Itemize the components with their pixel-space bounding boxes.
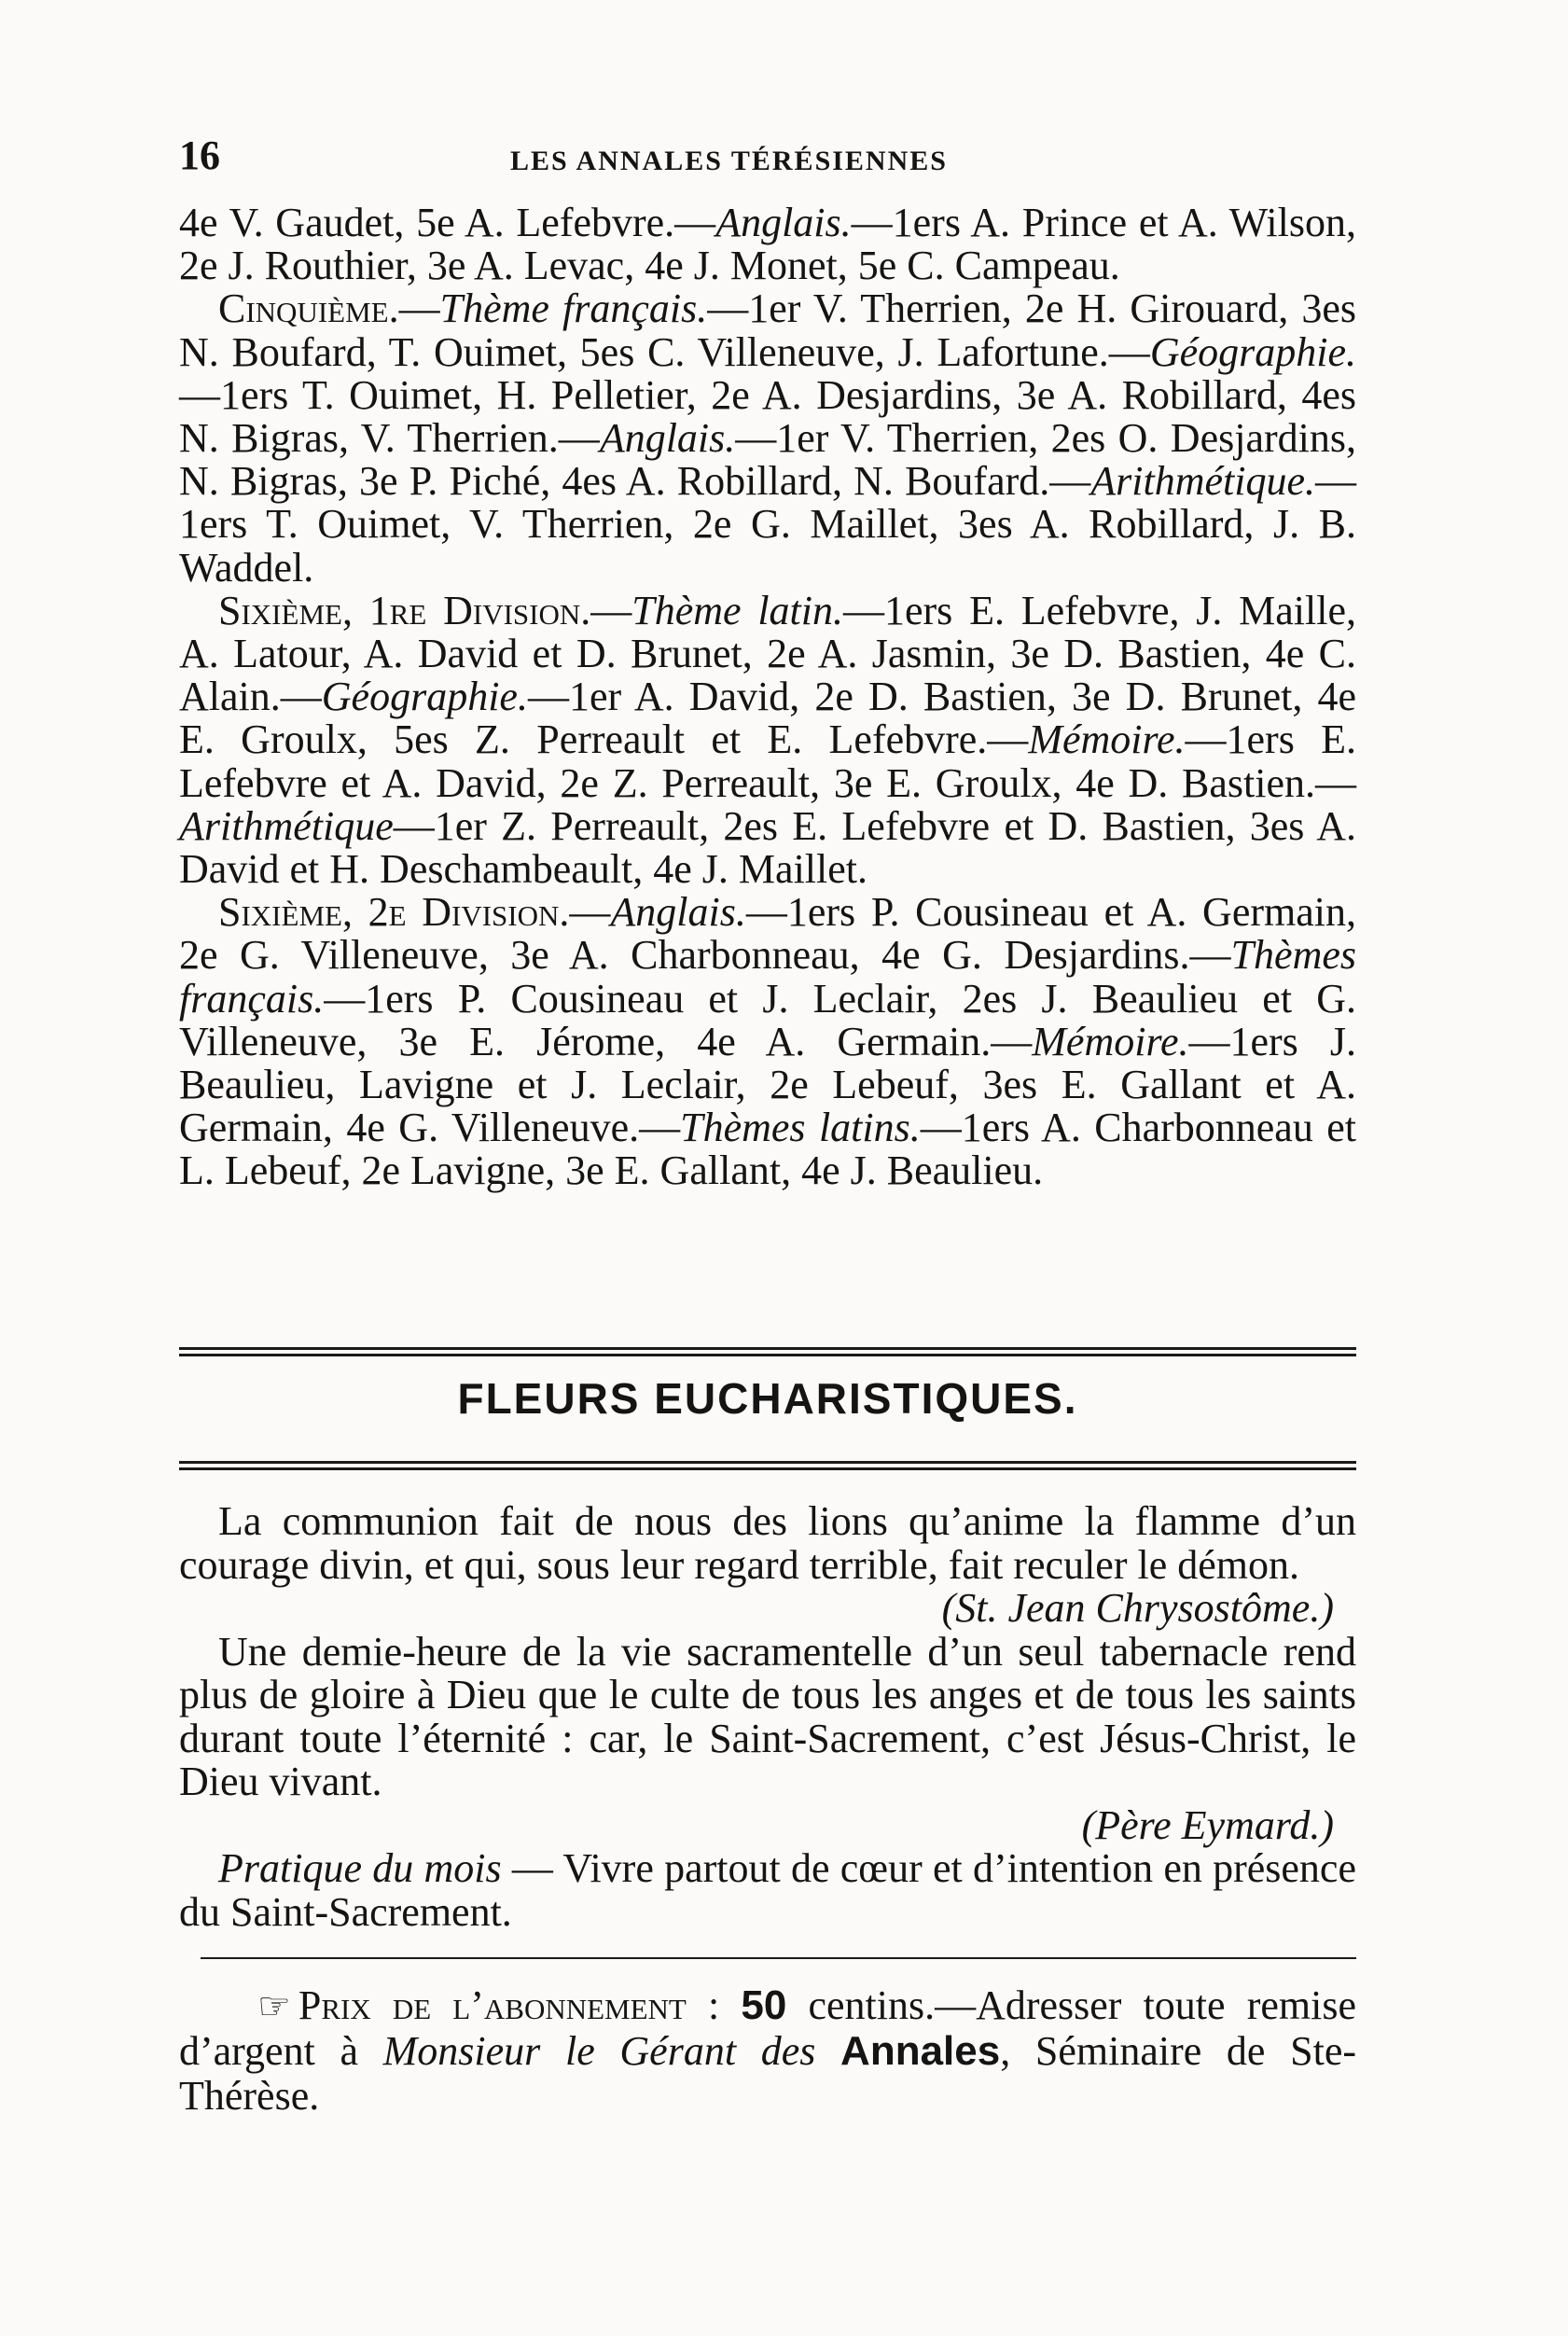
text-run: 4e V. Gaudet, 5e A. Lefebvre.—	[179, 200, 716, 245]
quote-attribution: (Père Eymard.)	[1081, 1801, 1334, 1848]
subject-label: Thème français.	[439, 285, 708, 332]
page-number: 16	[179, 132, 220, 178]
subject-label: Anglais.	[715, 200, 852, 245]
fleurs-section	[179, 1500, 1356, 1934]
abonnement-label: Prix de l’abonnement	[298, 1982, 687, 2028]
subject-label: Thèmes français.	[179, 932, 1356, 1022]
paragraph-sixieme-1re-division	[179, 587, 1357, 893]
paragraph-cinquieme	[179, 287, 1356, 589]
subject-label: Mémoire.	[1028, 716, 1186, 763]
text-run: —	[398, 285, 440, 332]
text-run: —1ers P. Cousineau et A. Germain, 2e G. Villeneuve, 3e A. Charbonneau, 4e G. Desjardins.—	[179, 889, 1356, 979]
pratique-du-mois	[179, 1847, 1356, 1934]
subject-label: Arithmétique.	[1090, 458, 1315, 505]
text-run: :	[686, 1982, 742, 2028]
price-value: 50	[741, 1982, 787, 2028]
text-run: —1ers A. Charbonneau et L. Lebeuf, 2e Lavigne, 3e E. Gallant, 4e J. Beaulieu.	[179, 1105, 1356, 1194]
class-heading: Sixième, 2e Division.	[218, 889, 570, 936]
running-title: LES ANNALES TÉRÉSIENNES	[510, 146, 948, 176]
paragraph-quatrieme	[179, 202, 1356, 287]
text-run: —1er V. Therrien, 2es O. Desjardins, N. Bigras, 3e P. Piché, 4es A. Robillard, N. Boufard.—	[179, 415, 1356, 505]
subject-label: Thème latin.	[631, 587, 843, 633]
text-run: —1ers P. Cousineau et J. Leclair, 2es J. Beaulieu et G. Villeneuve, 3e E. Jérome, 4e A. Germain.—	[179, 975, 1356, 1064]
pratique-text: — Vivre partout de cœur et d’intention en présence du Saint-Sacrement.	[179, 1845, 1356, 1935]
abonnement-paragraph	[179, 1983, 1356, 2119]
class-heading: Cinquième.	[218, 285, 399, 332]
class-heading: Sixième, 1re Division.	[218, 587, 591, 633]
subject-label: Géographie.	[1149, 328, 1356, 375]
text-run: —1ers E. Lefebvre, J. Maille, A. Latour, A. David et D. Brunet, 2e A. Jasmin, 3e D. Bastien, 4e C. Alain.—	[179, 587, 1357, 720]
subject-label: Arithmétique	[179, 802, 394, 849]
text-run: —1ers E. Lefebvre et A. David, 2e Z. Perreault, 3e E. Groulx, 4e D. Bastien.—	[179, 716, 1356, 806]
paragraph-sixieme-2e-division	[179, 891, 1356, 1192]
quote: La communion fait de nous des lions qu’anime la flamme d’un courage divin, et qui, sous leur regard terrible, fait reculer le démon.	[179, 1498, 1356, 1588]
text-run: —	[590, 587, 632, 633]
quote: Une demie-heure de la vie sacramentelle d’un seul tabernacle rend plus de gloire à Dieu que le culte de tous les anges et de tous les saints durant toute l’éternité : car, le Saint-Sacrement, c’est Jésus-Christ, le Dieu vivant.	[179, 1628, 1356, 1804]
text-run: —1ers T. Ouimet, V. Therrien, 2e G. Maillet, 3es A. Robillard, J. B. Waddel.	[179, 458, 1356, 591]
text-run: centins.—Adresser toute remise d’argent à	[179, 1982, 1356, 2074]
pratique-label: Pratique du mois	[218, 1845, 502, 1891]
text-run: —1er V. Therrien, 2e H. Girouard, 3es N. Boufard, T. Ouimet, 5es C. Villeneuve, J. Lafortune.—	[179, 285, 1357, 375]
text-run: —1ers T. Ouimet, H. Pelletier, 2e A. Desjardins, 3e A. Robillard, 4es N. Bigras, V. Therrien.—	[179, 371, 1356, 462]
text-run: —1er Z. Perreault, 2es E. Lefebvre et D. Bastien, 3es A. David et H. Deschambeault, 4e J. Maillet.	[179, 802, 1356, 893]
divider-rule	[179, 1467, 1356, 1470]
text-run: —1ers J. Beaulieu, Lavigne et J. Leclair, 2e Lebeuf, 3es E. Gallant et A. Germain, 4e G. Villeneuve.—	[179, 1018, 1356, 1151]
divider-rule	[179, 1461, 1356, 1464]
palmares-text	[179, 202, 1356, 1193]
section-title: FLEURS EUCHARISTIQUES.	[457, 1374, 1078, 1423]
subject-label: Anglais.	[599, 415, 736, 462]
divider-rule	[179, 1347, 1356, 1350]
gerant-text: Monsieur le Gérant des	[382, 2028, 816, 2074]
quote-attribution: (St. Jean Chrysostôme.)	[941, 1585, 1334, 1631]
text-run: —1ers A. Prince et A. Wilson, 2e J. Routhier, 3e A. Levac, 4e J. Monet, 5e C. Campeau.	[179, 200, 1356, 289]
subject-label: Mémoire.	[1032, 1018, 1189, 1064]
text-run: , Séminaire de Ste-Thérèse.	[179, 2028, 1357, 2119]
divider-rule	[201, 1957, 1356, 1959]
text-run: —1er A. David, 2e D. Bastien, 3e D. Brunet, 4e E. Groulx, 5es Z. Perreault et E. Lefebvre.—	[179, 674, 1356, 763]
subject-label: Anglais.	[610, 889, 746, 936]
divider-rule	[179, 1354, 1356, 1356]
pointing-hand-icon: ☞	[257, 1985, 291, 2027]
subject-label: Géographie.	[321, 674, 528, 720]
abonnement-notice	[179, 1983, 1356, 2119]
subject-label: Thèmes latins.	[680, 1105, 921, 1151]
text-run: —	[569, 889, 611, 936]
annales-word: Annales	[840, 2028, 1001, 2074]
